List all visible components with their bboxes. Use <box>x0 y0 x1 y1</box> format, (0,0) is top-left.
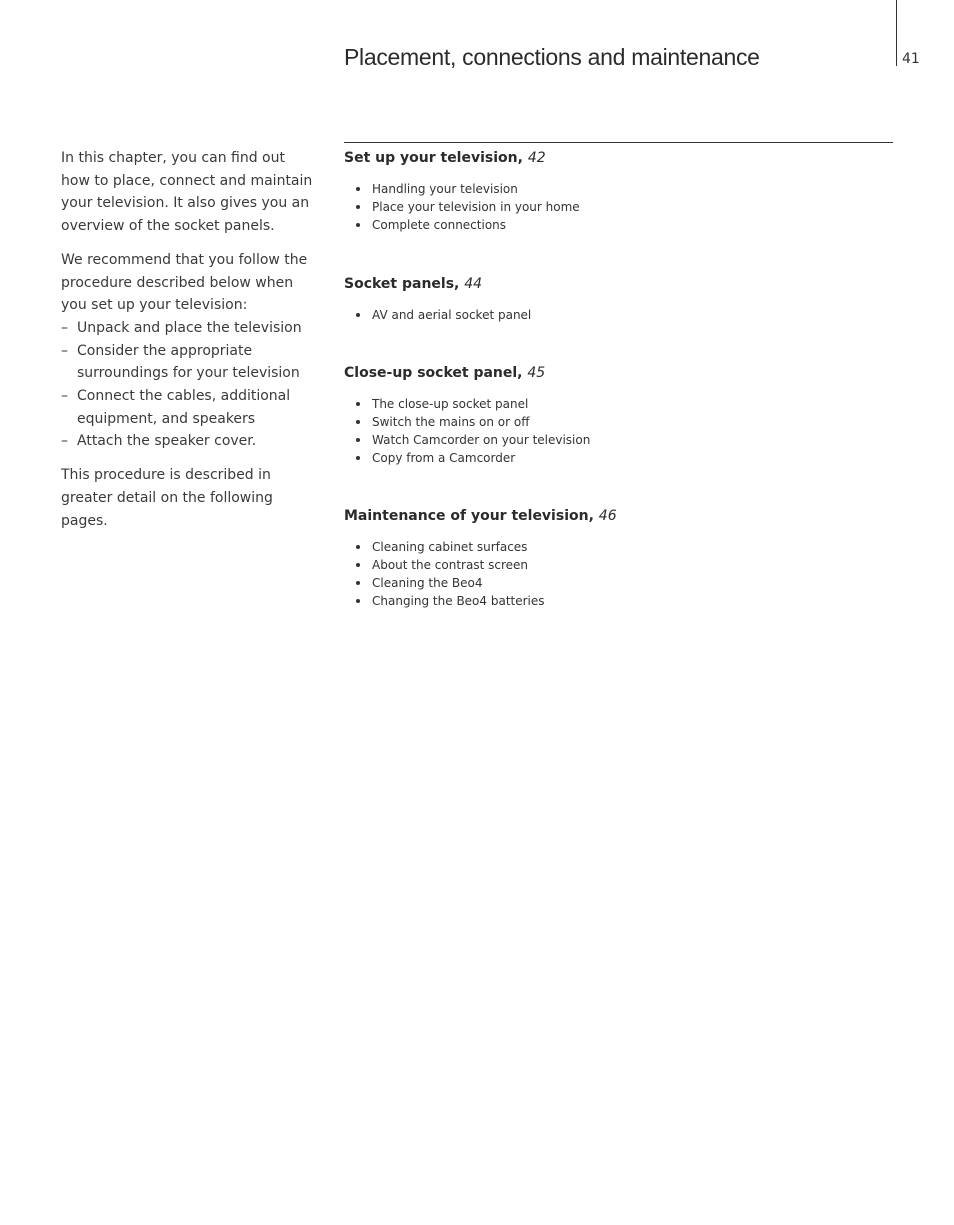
toc-item: Switch the mains on or off <box>344 413 893 431</box>
setup-step: – Consider the appropriate surroundings for your television <box>61 340 317 385</box>
toc-item: Cleaning cabinet surfaces <box>344 538 893 556</box>
toc-item-list <box>344 395 893 467</box>
toc-section-heading[interactable]: Set up your television, 42 <box>344 150 546 166</box>
intro-paragraph: In this chapter, you can find out how to place, connect and maintain your television. It also gives you an overview of the socket panels. <box>61 150 313 235</box>
toc-section-maintenance <box>344 508 893 610</box>
toc-item: Complete connections <box>344 216 893 234</box>
chapter-title: Placement, connections and maintenance <box>344 44 760 70</box>
toc-item: Changing the Beo4 batteries <box>344 592 893 610</box>
toc-section-heading[interactable]: Socket panels, 44 <box>344 276 483 292</box>
intro-column <box>61 147 317 543</box>
toc-section-close-up-socket-panel <box>344 365 893 467</box>
toc-page-ref: 44 <box>464 276 483 292</box>
page-number-rule <box>896 0 897 66</box>
contents-divider <box>344 142 893 143</box>
toc-page-ref: 46 <box>598 508 617 524</box>
toc-item-list <box>344 180 893 234</box>
toc-item: The close-up socket panel <box>344 395 893 413</box>
toc-item-list <box>344 306 893 324</box>
toc-item: About the contrast screen <box>344 556 893 574</box>
setup-step: – Connect the cables, additional equipment, and speakers <box>61 385 317 430</box>
toc-item: Copy from a Camcorder <box>344 449 893 467</box>
setup-step: – Unpack and place the television <box>61 317 317 340</box>
toc-item-list <box>344 538 893 610</box>
toc-item: Place your television in your home <box>344 198 893 216</box>
toc-section-setup <box>344 150 893 234</box>
toc-item: AV and aerial socket panel <box>344 306 893 324</box>
toc-section-socket-panels <box>344 276 893 324</box>
intro-paragraph: We recommend that you follow the procedure described below when you set up your television: <box>61 251 308 314</box>
toc-page-ref: 45 <box>527 365 546 381</box>
toc-section-heading[interactable]: Close-up socket panel, 45 <box>344 365 546 381</box>
setup-step: – Attach the speaker cover. <box>61 430 317 453</box>
toc-item: Watch Camcorder on your television <box>344 431 893 449</box>
page-number: 41 <box>902 51 920 67</box>
toc-page-ref: 42 <box>527 150 546 166</box>
toc-item: Cleaning the Beo4 <box>344 574 893 592</box>
toc-section-heading[interactable]: Maintenance of your television, 46 <box>344 508 617 524</box>
intro-paragraph: This procedure is described in greater detail on the following pages. <box>61 467 273 529</box>
setup-steps-list <box>61 317 317 453</box>
toc-item: Handling your television <box>344 180 893 198</box>
